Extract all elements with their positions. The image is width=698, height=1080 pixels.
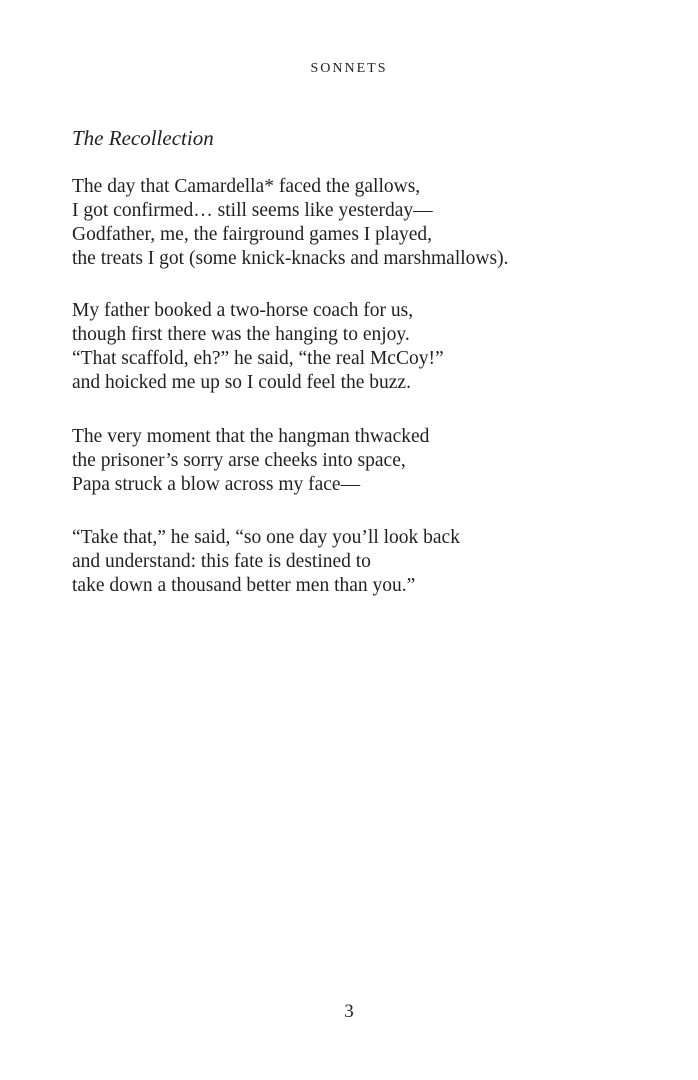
- poem-line: The day that Camardella* faced the gallows,: [72, 176, 421, 197]
- poem-line: I got confirmed… still seems like yesterday—: [72, 200, 433, 221]
- stanza-2: [72, 299, 444, 395]
- poem-line: My father booked a two-horse coach for us,: [72, 300, 414, 321]
- page-number: 3: [344, 1001, 354, 1022]
- poem-line: “Take that,” he said, “so one day you’ll look back: [72, 527, 460, 548]
- poem-line: though first there was the hanging to enjoy.: [72, 324, 410, 345]
- stanza-1: [72, 175, 508, 271]
- poem-line: Godfather, me, the fairground games I played,: [72, 224, 433, 245]
- stanza-4: [72, 526, 460, 598]
- poem-line: take down a thousand better men than you.”: [72, 575, 416, 596]
- running-head: SONNETS: [310, 61, 388, 76]
- poem-line: The very moment that the hangman thwacked: [72, 426, 430, 447]
- poem-line: and understand: this fate is destined to: [72, 551, 371, 572]
- poem-title: The Recollection: [72, 126, 214, 150]
- poem-line: the treats I got (some knick-knacks and marshmallows).: [72, 248, 509, 269]
- poem-line: Papa struck a blow across my face—: [72, 474, 361, 495]
- poem-line: and hoicked me up so I could feel the buzz.: [72, 372, 411, 393]
- stanza-3: [72, 425, 429, 497]
- poem-line: “That scaffold, eh?” he said, “the real McCoy!”: [72, 348, 444, 369]
- poem-line: the prisoner’s sorry arse cheeks into space,: [72, 450, 406, 471]
